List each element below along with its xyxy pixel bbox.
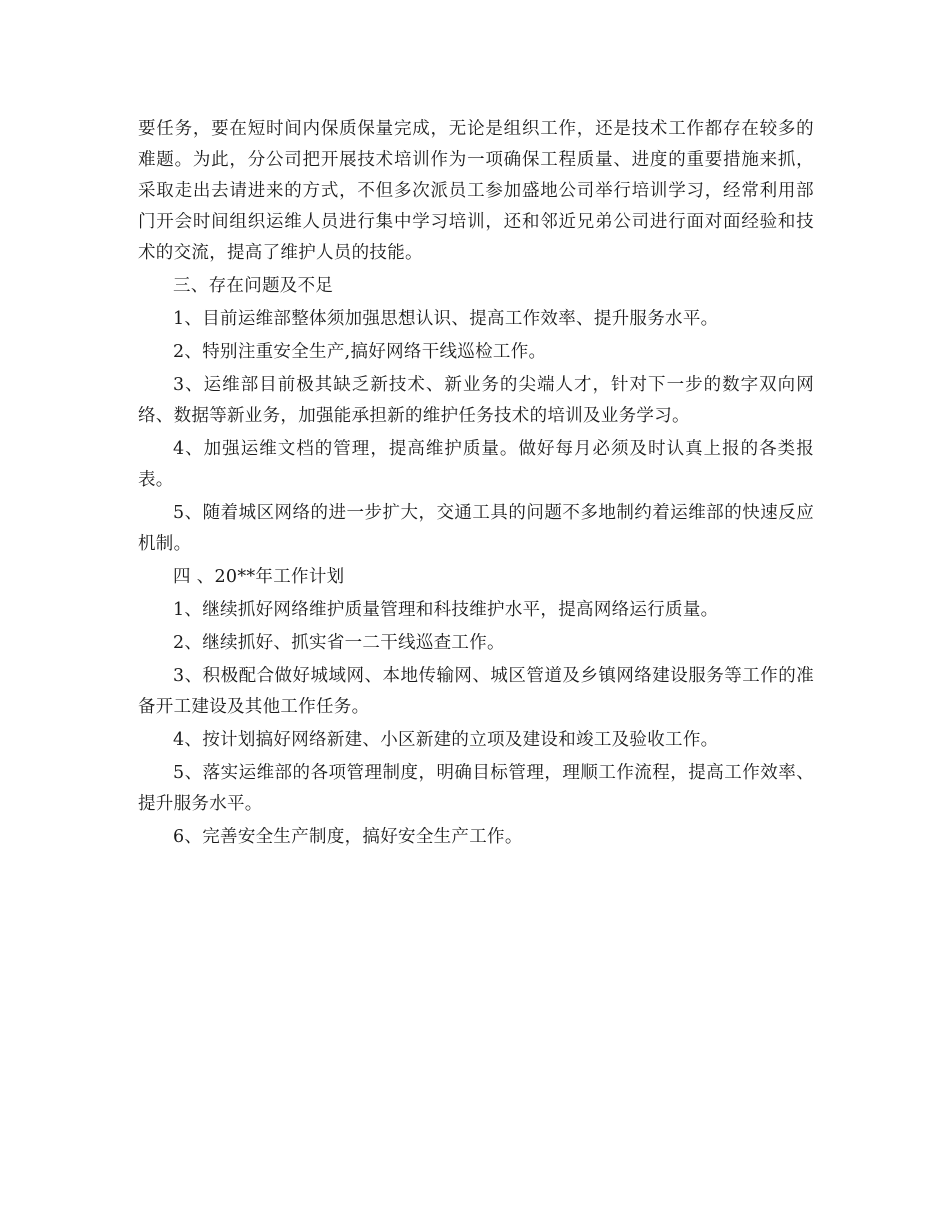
plan-item-4: 4、按计划搞好网络新建、小区新建的立项及建设和竣工及验收工作。 [173,730,719,750]
plan-item-3: 3、积极配合做好城域网、本地传输网、城区管道及乡镇网络建设服务等工作的准备开工建设及其他工作任务。 [138,666,814,717]
plan-item-5: 5、落实运维部的各项管理制度，明确目标管理，理顺工作流程，提高工作效率、提升服务水平。 [138,763,814,814]
problem-item-4: 4、加强运维文档的管理，提高维护质量。做好每月必须及时认真上报的各类报表。 [138,439,814,490]
plan-item-2: 2、继续抓好、抓实省一二干线巡查工作。 [173,633,505,653]
problem-item-3: 3、运维部目前极其缺乏新技术、新业务的尖端人才，针对下一步的数字双向网络、数据等新业务，加强能承担新的维护任务技术的培训及业务学习。 [138,375,814,426]
paragraph-continuation: 要任务，要在短时间内保质保量完成，无论是组织工作，还是技术工作都存在较多的难题。为此，分公司把开展技术培训作为一项确保工程质量、进度的重要措施来抓，采取走出去请进来的方式，不但多次派员工参加盛地公司举行培训学习，经常利用部门开会时间组织运维人员进行集中学习培训，还和邻近兄弟公司进行面对面经验和技术的交流，提高了维护人员的技能。 [138,119,814,263]
section-heading-plan: 四 、20**年工作计划 [173,567,345,587]
problem-item-5: 5、随着城区网络的进一步扩大，交通工具的问题不多地制约着运维部的快速反应机制。 [138,503,814,554]
problem-item-1: 1、目前运维部整体须加强思想认识、提高工作效率、提升服务水平。 [173,309,719,329]
plan-item-1: 1、继续抓好网络维护质量管理和科技维护水平，提高网络运行质量。 [173,600,719,620]
section-heading-problems: 三、存在问题及不足 [173,276,334,296]
document-page [138,114,814,855]
plan-item-6: 6、完善安全生产制度，搞好安全生产工作。 [173,827,523,847]
problem-item-2: 2、特别注重安全生产,搞好网络干线巡检工作。 [173,342,547,362]
